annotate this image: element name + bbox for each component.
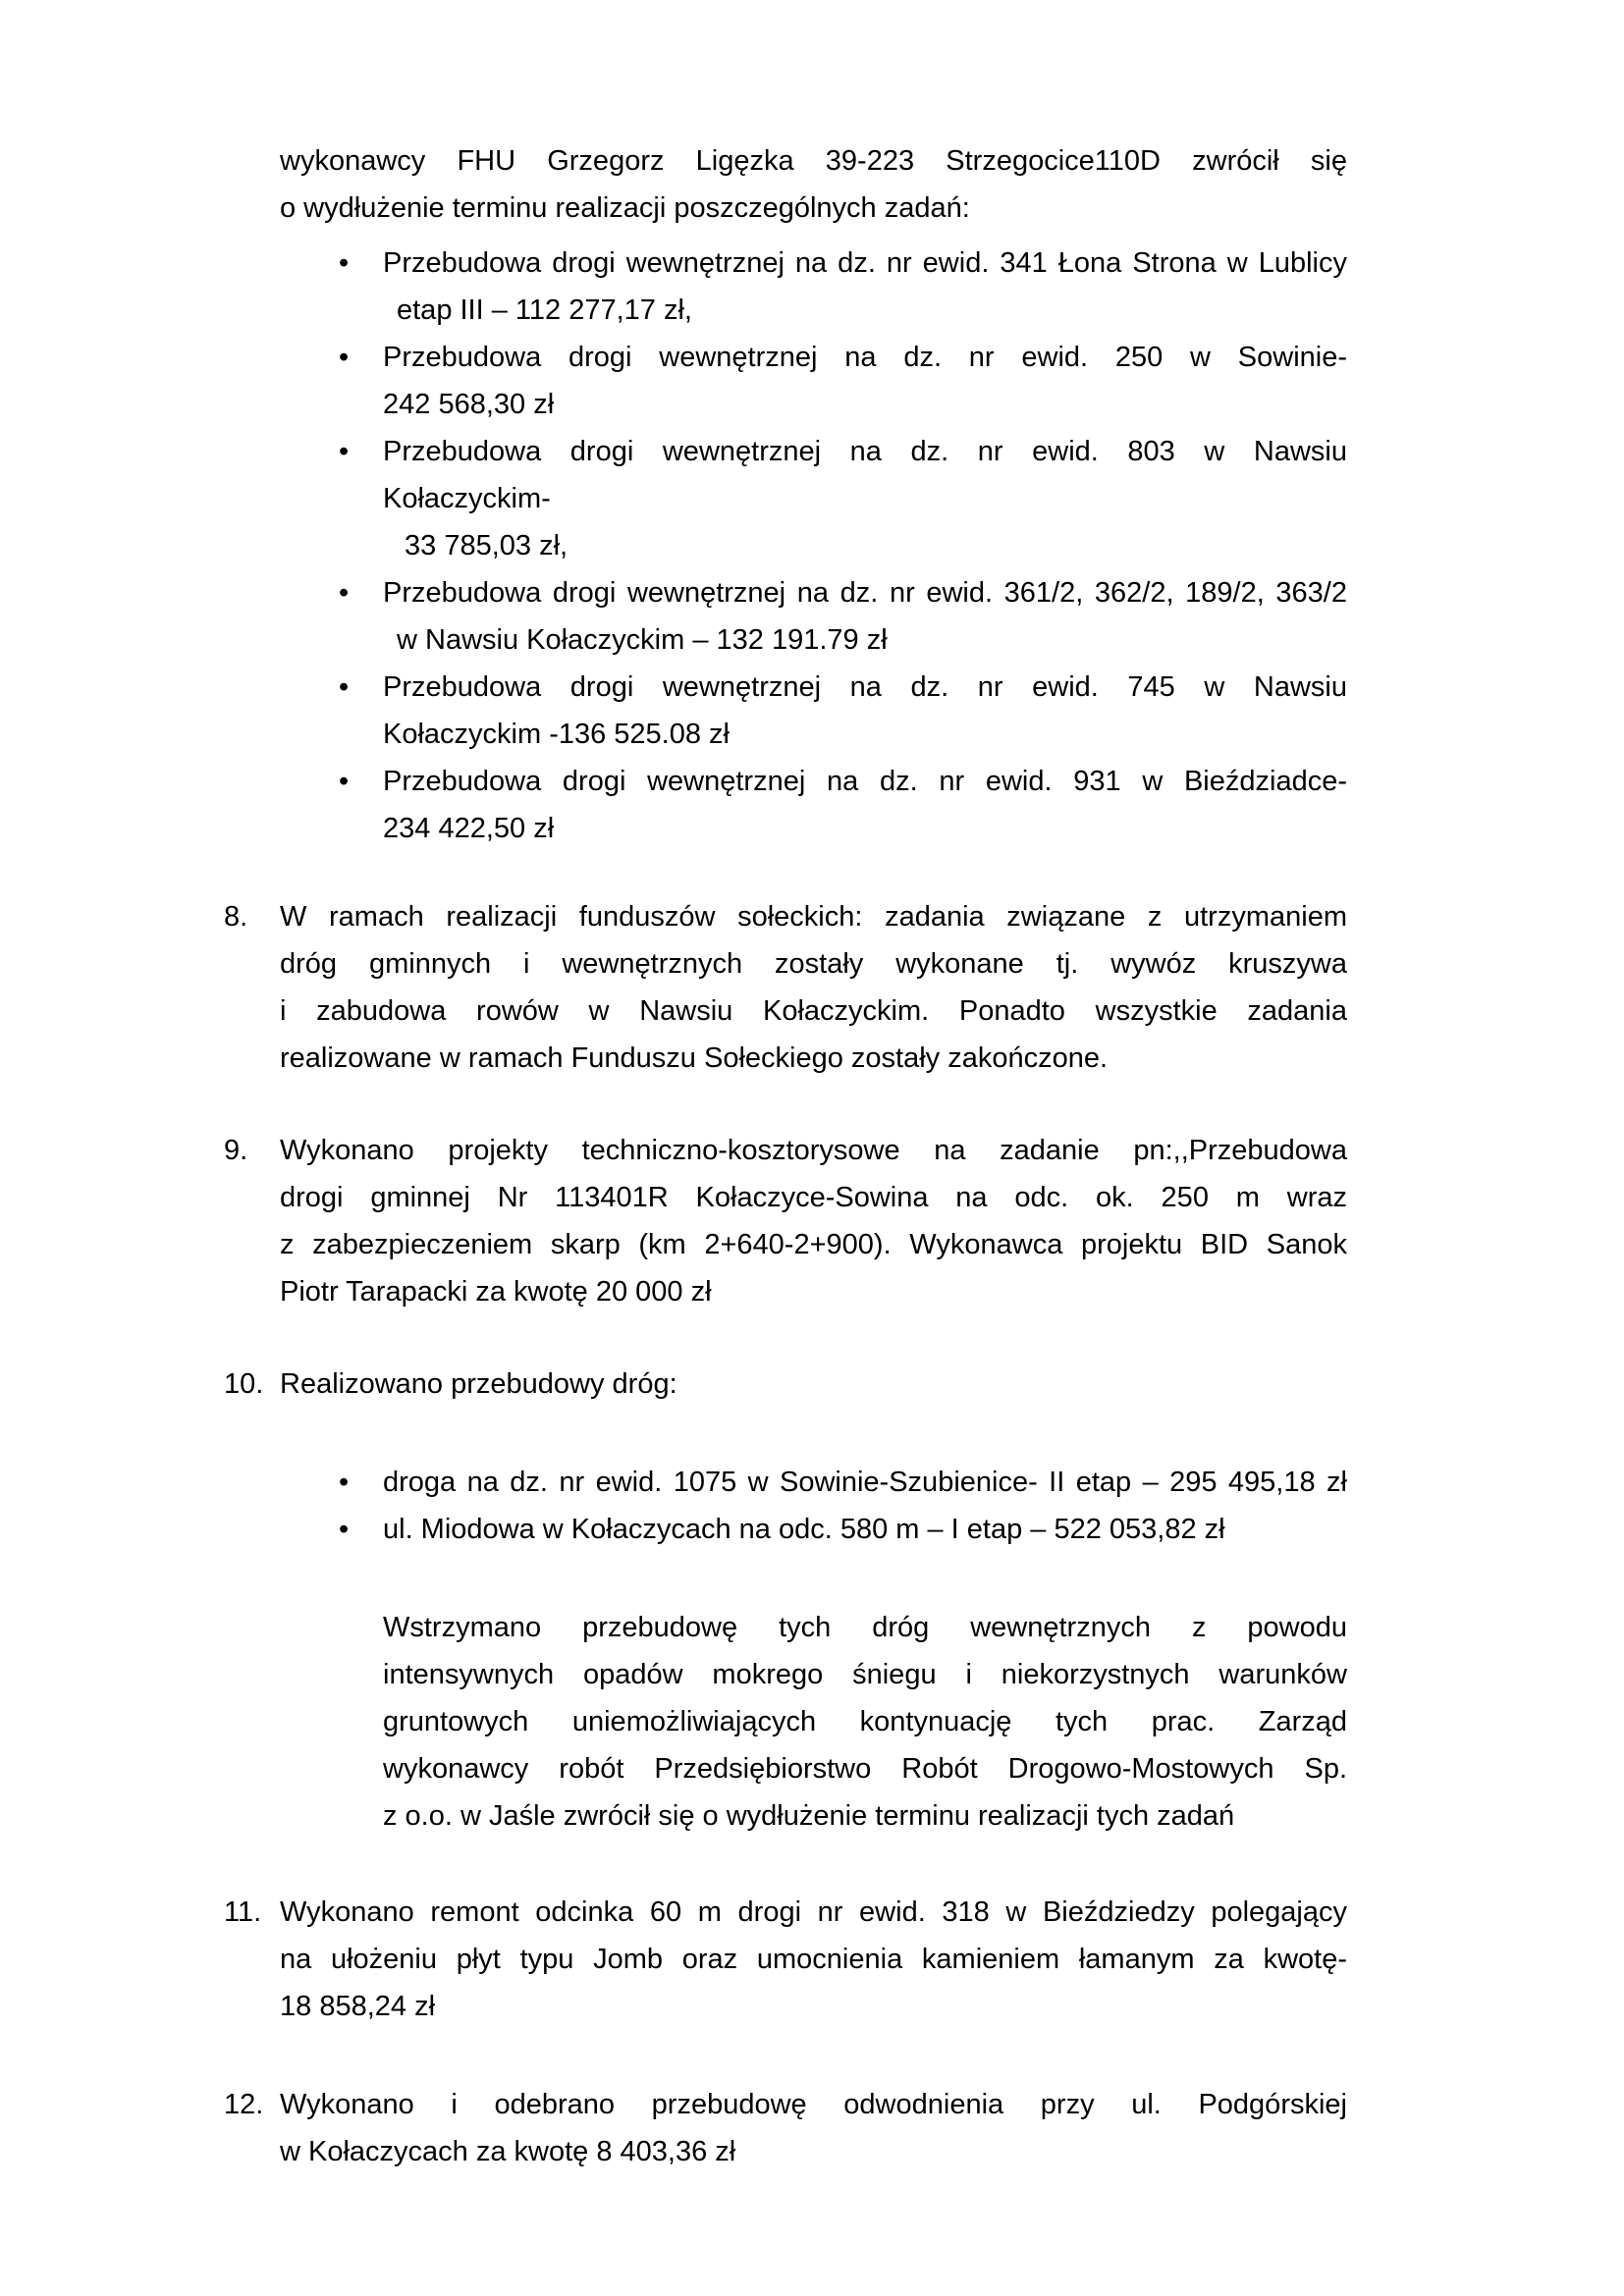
list-item: [224, 664, 1347, 758]
intro-paragraph: [224, 137, 1347, 232]
numbered-item-11: [224, 1889, 1347, 2030]
task-bullet-list: [224, 240, 1347, 852]
text-line: W ramach realizacji funduszów sołeckich: zadania związane z utrzymaniem: [280, 901, 1347, 933]
text-line: Przebudowa drogi wewnętrznej na dz. nr ewid. 361/2, 362/2, 189/2, 363/2: [383, 577, 1347, 609]
text-line: wykonawcy FHU Grzegorz Ligęzka 39-223 Strzegocice110D zwrócił się: [280, 145, 1347, 177]
bullet-icon: •: [339, 1467, 350, 1498]
text-line: Piotr Tarapacki za kwotę 20 000 zł: [280, 1276, 712, 1308]
text-line: Kołaczyckim -136 525.08 zł: [383, 719, 730, 750]
text-line: 234 422,50 zł: [383, 813, 555, 844]
list-number: 11.: [224, 1896, 262, 1928]
list-item: [224, 758, 1347, 852]
list-number: 12.: [224, 2089, 264, 2120]
list-item: [224, 428, 1347, 569]
text-line: 18 858,24 zł: [280, 1991, 436, 2022]
list-number: 9.: [224, 1135, 248, 1166]
text-line: z zabezpieczeniem skarp (km 2+640-2+900). Wykonawca projektu BID Sanok: [280, 1229, 1347, 1260]
text-line: na ułożeniu płyt typu Jomb oraz umocnienia kamieniem łamanym za kwotę-: [280, 1944, 1347, 1975]
text-line: Przebudowa drogi wewnętrznej na dz. nr ewid. 341 Łona Strona w Lublicy: [383, 247, 1347, 279]
numbered-item-9: [224, 1127, 1347, 1315]
text-line: intensywnych opadów mokrego śniegu i niekorzystnych warunków: [383, 1659, 1347, 1690]
numbered-item-12: [224, 2081, 1347, 2175]
text-line: dróg gminnych i wewnętrznych zostały wykonane tj. wywóz kruszywa: [280, 948, 1347, 980]
bullet-icon: •: [339, 436, 350, 467]
text-line: Wykonano i odebrano przebudowę odwodnienia przy ul. Podgórskiej: [280, 2089, 1347, 2120]
text-line: Wykonano projekty techniczno-kosztorysowe na zadanie pn:,,Przebudowa: [280, 1135, 1347, 1166]
text-line: w Nawsiu Kołaczyckim – 132 191.79 zł: [397, 624, 888, 656]
numbered-item-10: [224, 1361, 1347, 1408]
text-line: droga na dz. nr ewid. 1075 w Sowinie-Szubienice- II etap – 295 495,18 zł: [383, 1467, 1347, 1498]
text-line: i zabudowa rowów w Nawsiu Kołaczyckim. Ponadto wszystkie zadania: [280, 995, 1347, 1027]
text-line: Wstrzymano przebudowę tych dróg wewnętrznych z powodu: [383, 1612, 1347, 1643]
roadworks-bullet-list: [224, 1459, 1347, 1553]
text-line: realizowane w ramach Funduszu Sołeckiego zostały zakończone.: [280, 1042, 1109, 1074]
text-line: Przebudowa drogi wewnętrznej na dz. nr ewid. 803 w Nawsiu: [383, 436, 1347, 467]
bullet-icon: •: [339, 247, 350, 279]
text-line: 33 785,03 zł,: [405, 530, 568, 561]
text-line: Kołaczyckim-: [383, 483, 551, 514]
bullet-icon: •: [339, 671, 350, 703]
list-item: [224, 1506, 1347, 1553]
text-line: Wykonano remont odcinka 60 m drogi nr ewid. 318 w Bieździedzy polegający: [280, 1896, 1347, 1928]
bullet-icon: •: [339, 766, 350, 797]
text-line: o wydłużenie terminu realizacji poszczególnych zadań:: [280, 192, 970, 224]
numbered-item-8: [224, 893, 1347, 1082]
text-line: Przebudowa drogi wewnętrznej na dz. nr ewid. 250 w Sowinie-: [383, 342, 1347, 373]
text-line: wykonawcy robót Przedsiębiorstwo Robót Drogowo-Mostowych Sp.: [383, 1753, 1347, 1785]
text-line: Realizowano przebudowy dróg:: [280, 1368, 677, 1400]
text-line: drogi gminnej Nr 113401R Kołaczyce-Sowina na odc. ok. 250 m wraz: [280, 1182, 1347, 1213]
list-item: [224, 240, 1347, 334]
list-item: [224, 569, 1347, 664]
document-content: [224, 137, 1347, 2220]
list-item: [224, 334, 1347, 428]
text-line: Przebudowa drogi wewnętrznej na dz. nr ewid. 745 w Nawsiu: [383, 671, 1347, 703]
text-line: gruntowych uniemożliwiających kontynuację tych prac. Zarząd: [383, 1706, 1347, 1737]
bullet-icon: •: [339, 577, 350, 609]
list-number: 8.: [224, 901, 248, 933]
text-line: z o.o. w Jaśle zwrócił się o wydłużenie terminu realizacji tych zadań: [383, 1800, 1235, 1832]
text-line: 242 568,30 zł: [383, 389, 555, 420]
list-item: [224, 1459, 1347, 1506]
bullet-icon: •: [339, 342, 350, 373]
text-line: w Kołaczycach za kwotę 8 403,36 zł: [280, 2136, 736, 2167]
text-line: ul. Miodowa w Kołaczycach na odc. 580 m – I etap – 522 053,82 zł: [383, 1514, 1225, 1545]
bullet-icon: •: [339, 1514, 350, 1545]
list-number: 10.: [224, 1368, 264, 1400]
suspension-paragraph: [224, 1604, 1347, 1840]
text-line: etap III – 112 277,17 zł,: [397, 294, 692, 326]
text-line: Przebudowa drogi wewnętrznej na dz. nr ewid. 931 w Bieździadce-: [383, 766, 1347, 797]
